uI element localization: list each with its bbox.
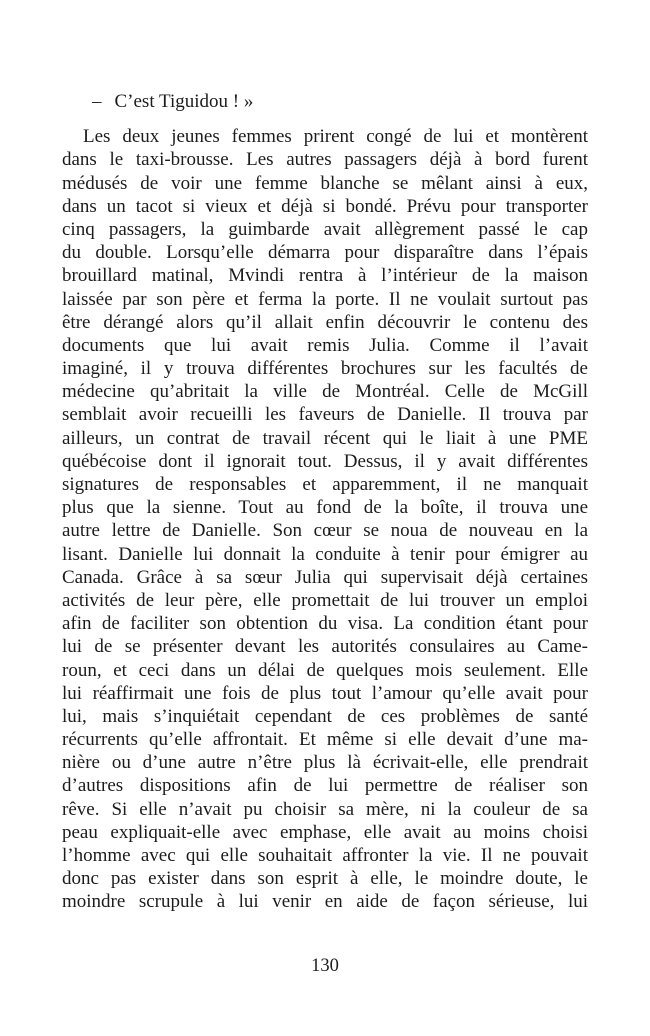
paragraph-line-7: brouillard matinal, Mvindi rentra à l’intérieur de la maison — [62, 265, 588, 287]
paragraph-line-10: documents que lui avait remis Julia. Comme il l’avait — [62, 334, 588, 356]
dialogue-dash: – — [92, 91, 102, 112]
paragraph-line-34: moindre scrupule à lui venir en aide de façon sérieuse, lui — [62, 891, 588, 913]
paragraph-line-25: lui réaffirmait une fois de plus tout l’amour qu’elle avait pour — [62, 682, 588, 704]
paragraph-line-18: autre lettre de Danielle. Son cœur se noua de nouveau en la — [62, 520, 588, 542]
paragraph-line-16: signatures de responsables et apparemment, il ne manquait — [62, 474, 588, 496]
paragraph-line-31: peau expliquait-elle avec emphase, elle avait au moins choisi — [62, 821, 588, 843]
paragraph-line-28: nière ou d’une autre n’être plus là écrivait-elle, elle prendrait — [62, 752, 588, 774]
paragraph-line-1: Les deux jeunes femmes prirent congé de lui et montèrent — [83, 126, 588, 148]
paragraph-line-21: activités de leur père, elle promettait de lui trouver un emploi — [62, 589, 588, 611]
paragraph-line-15: québécoise dont il ignorait tout. Dessus, il y avait différentes — [62, 450, 588, 472]
paragraph-line-19: lisant. Danielle lui donnait la conduite à tenir pour émigrer au — [62, 543, 588, 565]
paragraph-line-29: d’autres dispositions afin de lui permettre de réaliser son — [62, 775, 588, 797]
page-number: 130 — [311, 956, 339, 976]
paragraph-line-8: laissée par son père et ferma la porte. Il ne voulait surtout pas — [62, 288, 588, 310]
paragraph-line-20: Canada. Grâce à sa sœur Julia qui supervisait déjà certaines — [62, 566, 588, 588]
paragraph-line-26: lui, mais s’inquiétait cependant de ces problèmes de santé — [62, 705, 588, 727]
paragraph-line-12: médecine qu’abritait la ville de Montréal. Celle de McGill — [62, 381, 588, 403]
paragraph-line-4: dans un tacot si vieux et déjà si bondé. Prévu pour transporter — [62, 195, 588, 217]
paragraph-line-17: plus que la sienne. Tout au fond de la boîte, il trouva une — [62, 497, 588, 519]
page-text-block — [62, 90, 588, 914]
paragraph-line-2: dans le taxi-brousse. Les autres passagers déjà à bord furent — [62, 149, 588, 171]
body-paragraph — [62, 125, 588, 913]
paragraph-line-3: médusés de voir une femme blanche se mêlant ainsi à eux, — [62, 172, 588, 194]
dialogue-line — [62, 90, 588, 113]
paragraph-line-27: récurrents qu’elle affrontait. Et même si elle devait d’une ma- — [62, 729, 588, 751]
paragraph-line-14: ailleurs, un contrat de travail récent qui le liait à une PME — [62, 427, 588, 449]
paragraph-line-24: roun, et ceci dans un délai de quelques mois seulement. Elle — [62, 659, 588, 681]
paragraph-line-13: semblait avoir recueilli les faveurs de Danielle. Il trouva par — [62, 404, 588, 426]
paragraph-line-23: lui de se présenter devant les autorités consulaires au Came- — [62, 636, 588, 658]
paragraph-line-9: être dérangé alors qu’il allait enfin découvrir le contenu des — [62, 311, 588, 333]
paragraph-line-32: l’homme avec qui elle souhaitait affronter la vie. Il ne pouvait — [62, 845, 588, 867]
dialogue-text: C’est Tiguidou ! » — [114, 91, 254, 112]
paragraph-line-30: rêve. Si elle n’avait pu choisir sa mère, ni la couleur de sa — [62, 798, 588, 820]
paragraph-line-5: cinq passagers, la guimbarde avait allègrement passé le cap — [62, 218, 588, 240]
paragraph-line-33: donc pas exister dans son esprit à elle, le moindre doute, le — [62, 868, 588, 890]
paragraph-line-11: imaginé, il y trouva différentes brochures sur les facultés de — [62, 358, 588, 380]
paragraph-line-6: du double. Lorsqu’elle démarra pour disparaître dans l’épais — [62, 242, 588, 264]
paragraph-line-22: afin de faciliter son obtention du visa. La condition étant pour — [62, 613, 588, 635]
